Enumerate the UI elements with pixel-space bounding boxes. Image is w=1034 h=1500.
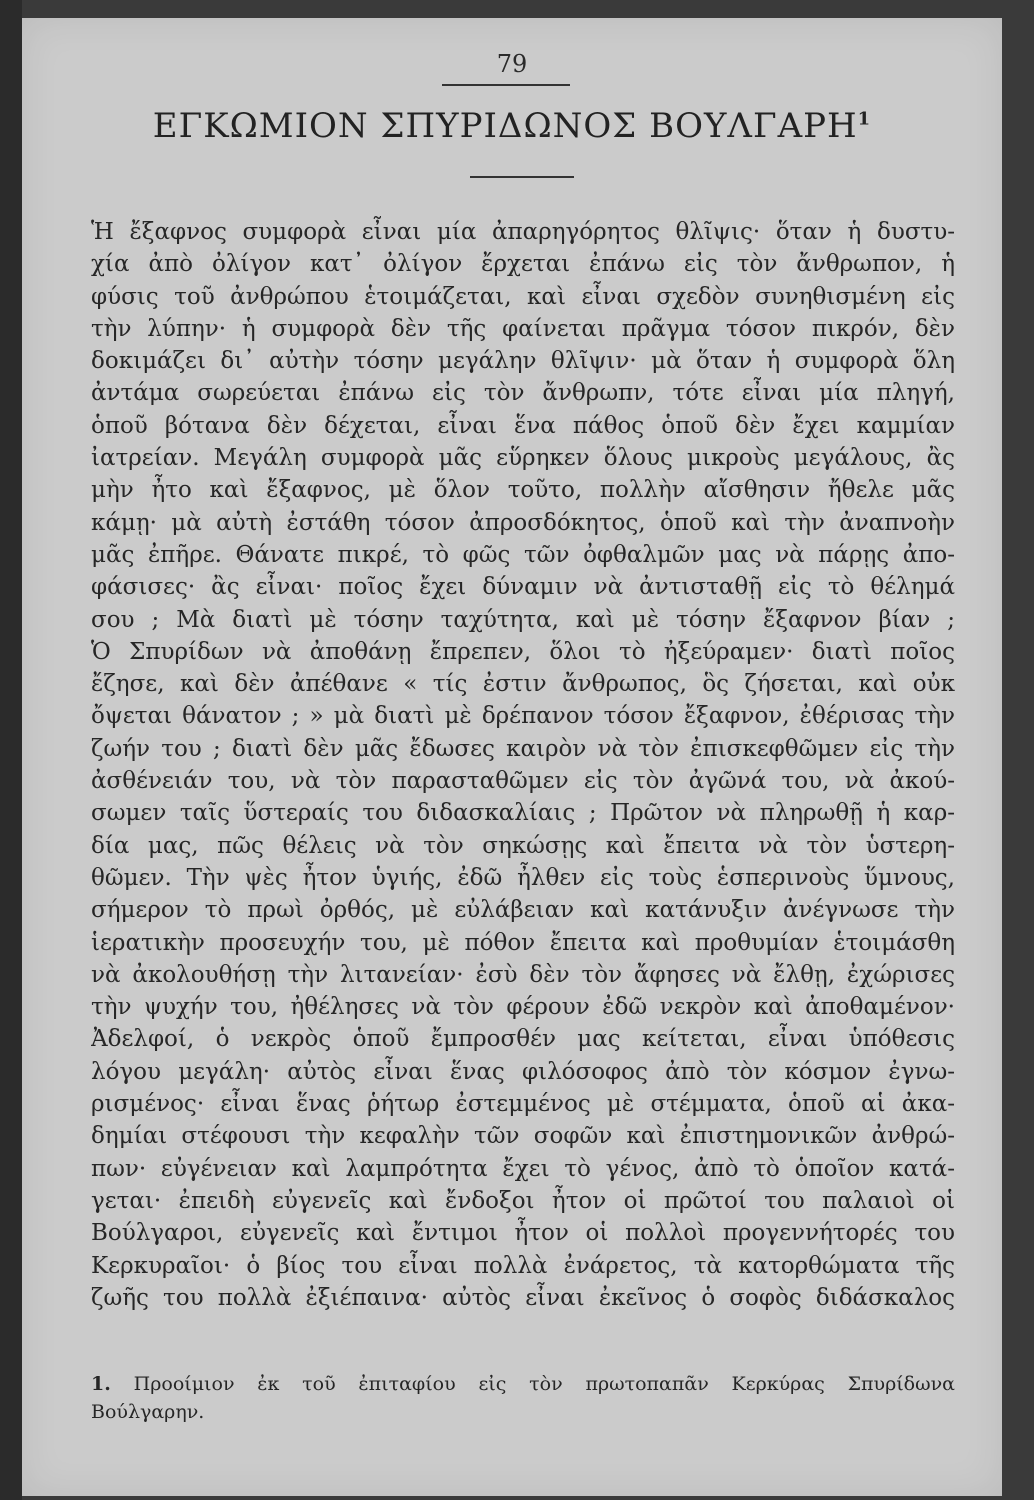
text-line: ζωήν του ; διατὶ δὲν μᾶς ἔδωσες καιρὸν νὰ τὸν ἐπισκεφθῶμεν εἰς τὴν: [91, 735, 955, 762]
text-line: δία μας, πῶς θέλεις νὰ τὸν σηκώσῃς καὶ ἔπειτα νὰ τὸν ὑστερη-: [91, 832, 955, 859]
text-line: ἔζησε, καὶ δὲν ἀπέθανε « τίς ἐστιν ἄνθρωπος, ὃς ζήσεται, καὶ οὐκ: [91, 671, 955, 698]
text-line: δοκιμάζει δι᾽ αὐτὴν τόσην μεγάλην θλῖψιν· μὰ ὅταν ἡ συμφορὰ ὅλη: [91, 348, 955, 375]
text-line: κάμῃ· μὰ αὐτὴ ἐστάθη τόσον ἀπροσδόκητος, ὁποῦ καὶ τὴν ἀναπνοὴν: [91, 509, 955, 536]
text-line: μᾶς ἐπῆρε. Θάνατε πικρέ, τὸ φῶς τῶν ὀφθαλμῶν μας νὰ πάρῃς ἀπο-: [91, 541, 955, 568]
text-line: λόγου μεγάλη· αὐτὸς εἶναι ἕνας φιλόσοφος ἀπὸ τὸν κόσμον ἐγνω-: [91, 1058, 955, 1085]
text-line: ζωῆς του πολλὰ ἐξιέπαινα· αὐτὸς εἶναι ἐκεῖνος ὁ σοφὸς διδάσκαλος: [91, 1284, 955, 1311]
text-line: φύσις τοῦ ἀνθρώπου ἑτοιμάζεται, καὶ εἶναι σχεδὸν συνηθισμένη εἰς: [91, 283, 955, 310]
body-text: [91, 216, 955, 1314]
text-line: ἀντάμα σωρεύεται ἐπάνω εἰς τὸν ἄνθρωπν, τότε εἶναι μία πληγή,: [91, 380, 955, 407]
top-rule: [442, 84, 570, 86]
text-line: Ὁ Σπυρίδων νὰ ἀποθάνῃ ἔπρεπεν, ὅλοι τὸ ἠξεύραμεν· διατὶ ποῖος: [91, 638, 955, 665]
text-line: τὴν ψυχήν του, ἠθέλησες νὰ τὸν φέρουν ἐδῶ νεκρὸν καὶ ἀποθαμένον·: [91, 994, 955, 1021]
footnote: [91, 1370, 955, 1426]
text-line: δημίαι στέφουσι τὴν κεφαλὴν τῶν σοφῶν καὶ ἐπιστημονικῶν ἀνθρώ-: [91, 1123, 955, 1150]
text-line: χία ἀπὸ ὀλίγον κατ᾽ ὀλίγον ἔρχεται ἐπάνω εἰς τὸν ἄνθρωπον, ἡ: [91, 251, 955, 278]
text-line: γεται· ἐπειδὴ εὐγενεῖς καὶ ἔνδοξοι ἦτον οἱ πρῶτοί του παλαιοὶ οἱ: [91, 1187, 955, 1214]
text-line: ὄψεται θάνατον ; » μὰ διατὶ μὲ δρέπανον τόσον ἔξαφνον, ἐθέρισας τὴν: [91, 703, 955, 730]
footnote-line-1: [91, 1370, 955, 1398]
title-rule: [470, 176, 574, 178]
footnote-mark: 1.: [91, 1373, 111, 1395]
text-line: ρισμένος· εἶναι ἕνας ῥήτωρ ἐστεμμένος μὲ στέμματα, ὁποῦ αἱ ἀκα-: [91, 1091, 955, 1118]
text-line: νὰ ἀκολουθήσῃ τὴν λιτανείαν· ἐσὺ δὲν τὸν ἄφησες νὰ ἔλθῃ, ἐχώρισες: [91, 961, 955, 988]
title-footnote-mark: 1: [857, 108, 872, 130]
text-line: ὁποῦ βότανα δὲν δέχεται, εἶναι ἕνα πάθος ὁποῦ δὲν ἔχει καμμίαν: [91, 412, 955, 439]
text-line: πων· εὐγένειαν καὶ λαμπρότητα ἔχει τὸ γένος, ἀπὸ τὸ ὁποῖον κατά-: [91, 1155, 955, 1182]
text-line: Κερκυραῖοι· ὁ βίος του εἶναι πολλὰ ἐνάρετος, τὰ κατορθώματα τῆς: [91, 1252, 955, 1279]
text-line: σωμεν ταῖς ὕστεραίς του διδασκαλίαις ; Πρῶτον νὰ πληρωθῇ ἡ καρ-: [91, 800, 955, 827]
page-title: [22, 106, 1002, 146]
text-line: μὴν ἦτο καὶ ἔξαφνος, μὲ ὅλον τοῦτο, πολλὴν αἴσθησιν ἤθελε μᾶς: [91, 477, 955, 504]
book-binding-edge: [0, 0, 22, 1500]
page-number: 79: [496, 50, 528, 78]
text-line: τὴν λύπην· ἡ συμφορὰ δὲν τῆς φαίνεται πρᾶγμα τόσον πικρόν, δὲν: [91, 315, 955, 342]
text-line: Βούλγαροι, εὐγενεῖς καὶ ἔντιμοι ἦτον οἱ πολλοὶ προγεννήτορές του: [91, 1220, 955, 1247]
text-line: σήμερον τὸ πρωὶ ὀρθός, μὲ εὐλάβειαν καὶ κατάνυξιν ἀνέγνωσε τὴν: [91, 897, 955, 924]
footnote-line-2: Βούλγαρην.: [91, 1401, 205, 1423]
footnote-text: Προοίμιον ἐκ τοῦ ἐπιταφίου εἰς τὸν πρωτοπαπᾶν Κερκύρας Σπυρίδωνα: [133, 1373, 955, 1395]
text-line: Ἀδελφοί, ὁ νεκρὸς ὁποῦ ἔμπροσθέν μας κείτεται, εἶναι ὑπόθεσις: [91, 1026, 955, 1053]
book-page: [22, 18, 1002, 1496]
text-line: ἱερατικὴν προσευχήν του, μὲ πόθον ἔπειτα καὶ προθυμίαν ἑτοιμάσθη: [91, 929, 955, 956]
text-line: θῶμεν. Τὴν ψὲς ἦτον ὑγιής, ἐδῶ ἦλθεν εἰς τοὺς ἑσπερινοὺς ὕμνους,: [91, 864, 955, 891]
title-text: ΕΓΚΩΜΙΟΝ ΣΠΥΡΙΔΩΝΟΣ ΒΟΥΛΓΑΡΗ: [152, 106, 858, 146]
text-line: σου ; Μὰ διατὶ μὲ τόσην ταχύτητα, καὶ μὲ τόσην ἔξαφνον βίαν ;: [91, 606, 955, 633]
text-line: φάσισες· ἂς εἶναι· ποῖος ἔχει δύναμιν νὰ ἀντισταθῇ εἰς τὸ θέλημά: [91, 574, 955, 601]
text-line: ἰατρείαν. Μεγάλη συμφορὰ μᾶς εὕρηκεν ὅλους μικροὺς μεγάλους, ἂς: [91, 445, 955, 472]
text-line: Ἡ ἔξαφνος συμφορὰ εἶναι μία ἀπαρηγόρητος θλῖψις· ὅταν ἡ δυστυ-: [91, 219, 955, 245]
text-line: ἀσθένειάν του, νὰ τὸν παρασταθῶμεν εἰς τὸν ἀγῶνά του, νὰ ἀκού-: [91, 768, 955, 795]
